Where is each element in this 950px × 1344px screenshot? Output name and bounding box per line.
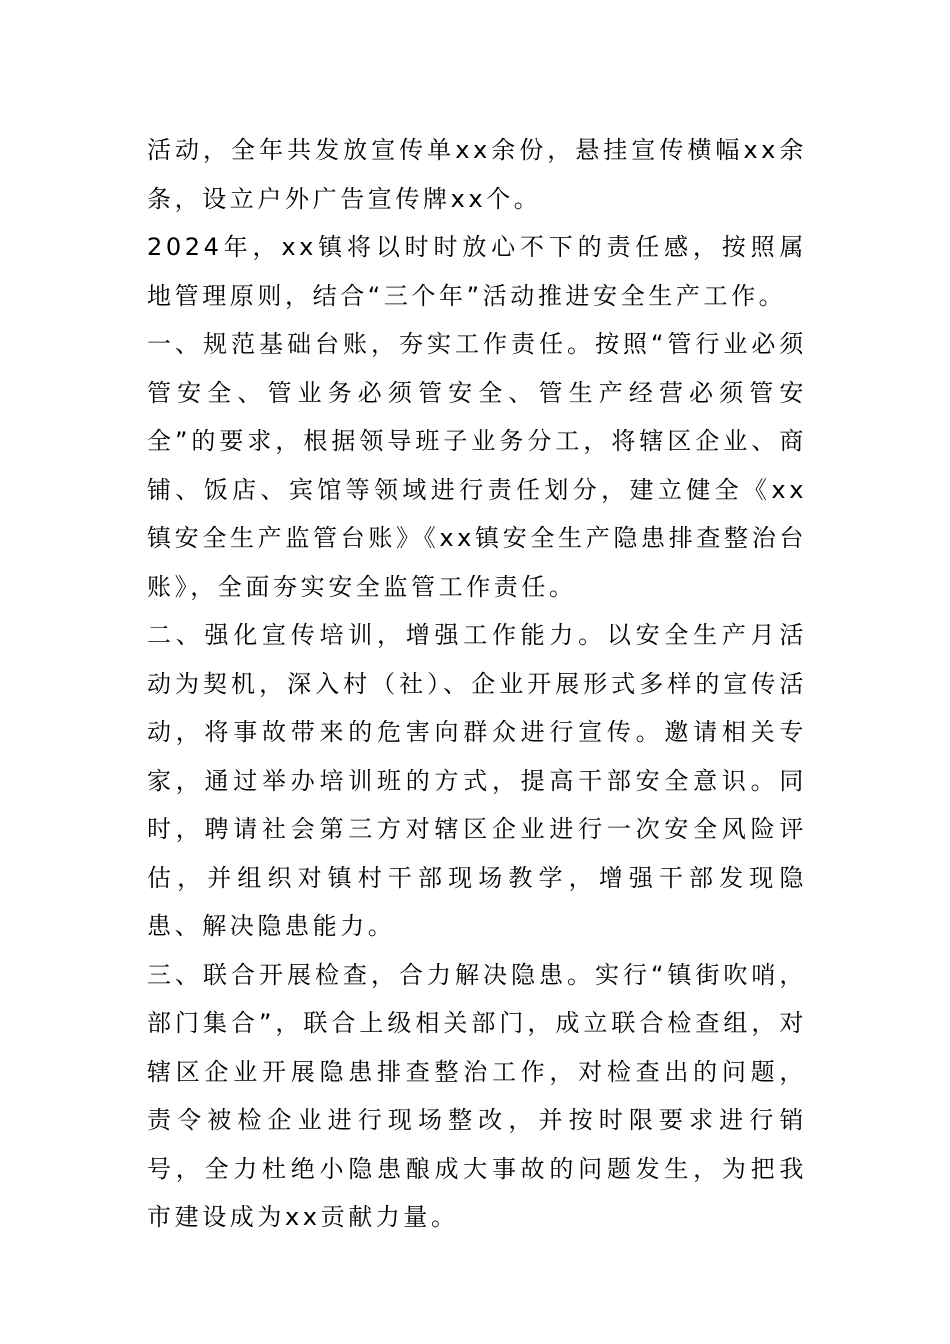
paragraph-section-one: 一、规范基础台账，夯实工作责任。按照“管行业必须管安全、管业务必须管安全、管生产经营必须管安全”的要求，根据领导班子业务分工，将辖区企业、商铺、饭店、宾馆等领域进行责任划分，建立健全《xx镇安全生产监管台账》《xx镇安全生产隐患排查整治台账》，全面夯实安全监管工作责任。 [147, 330, 807, 601]
paragraph-section-three: 三、联合开展检查，合力解决隐患。实行“镇街吹哨，部门集合”，联合上级相关部门，成立联合检查组，对辖区企业开展隐患排查整治工作，对检查出的问题，责令被检企业进行现场整改，并按时限要求进行销号，全力杜绝小隐患酿成大事故的问题发生，为把我市建设成为xx贡献力量。 [147, 960, 807, 1231]
document-body [147, 126, 807, 1242]
paragraph-2024-plan: 2024年，xx镇将以时时放心不下的责任感，按照属地管理原则，结合“三个年”活动推进安全生产工作。 [147, 233, 807, 310]
paragraph-publicity-summary: 活动，全年共发放宣传单xx余份，悬挂宣传横幅xx余条，设立户外广告宣传牌xx个。 [147, 136, 807, 213]
paragraph-section-two: 二、强化宣传培训，增强工作能力。以安全生产月活动为契机，深入村（社）、企业开展形式多样的宣传活动，将事故带来的危害向群众进行宣传。邀请相关专家，通过举办培训班的方式，提高干部安全意识。同时，聘请社会第三方对辖区企业进行一次安全风险评估，并组织对镇村干部现场教学，增强干部发现隐患、解决隐患能力。 [147, 621, 807, 940]
